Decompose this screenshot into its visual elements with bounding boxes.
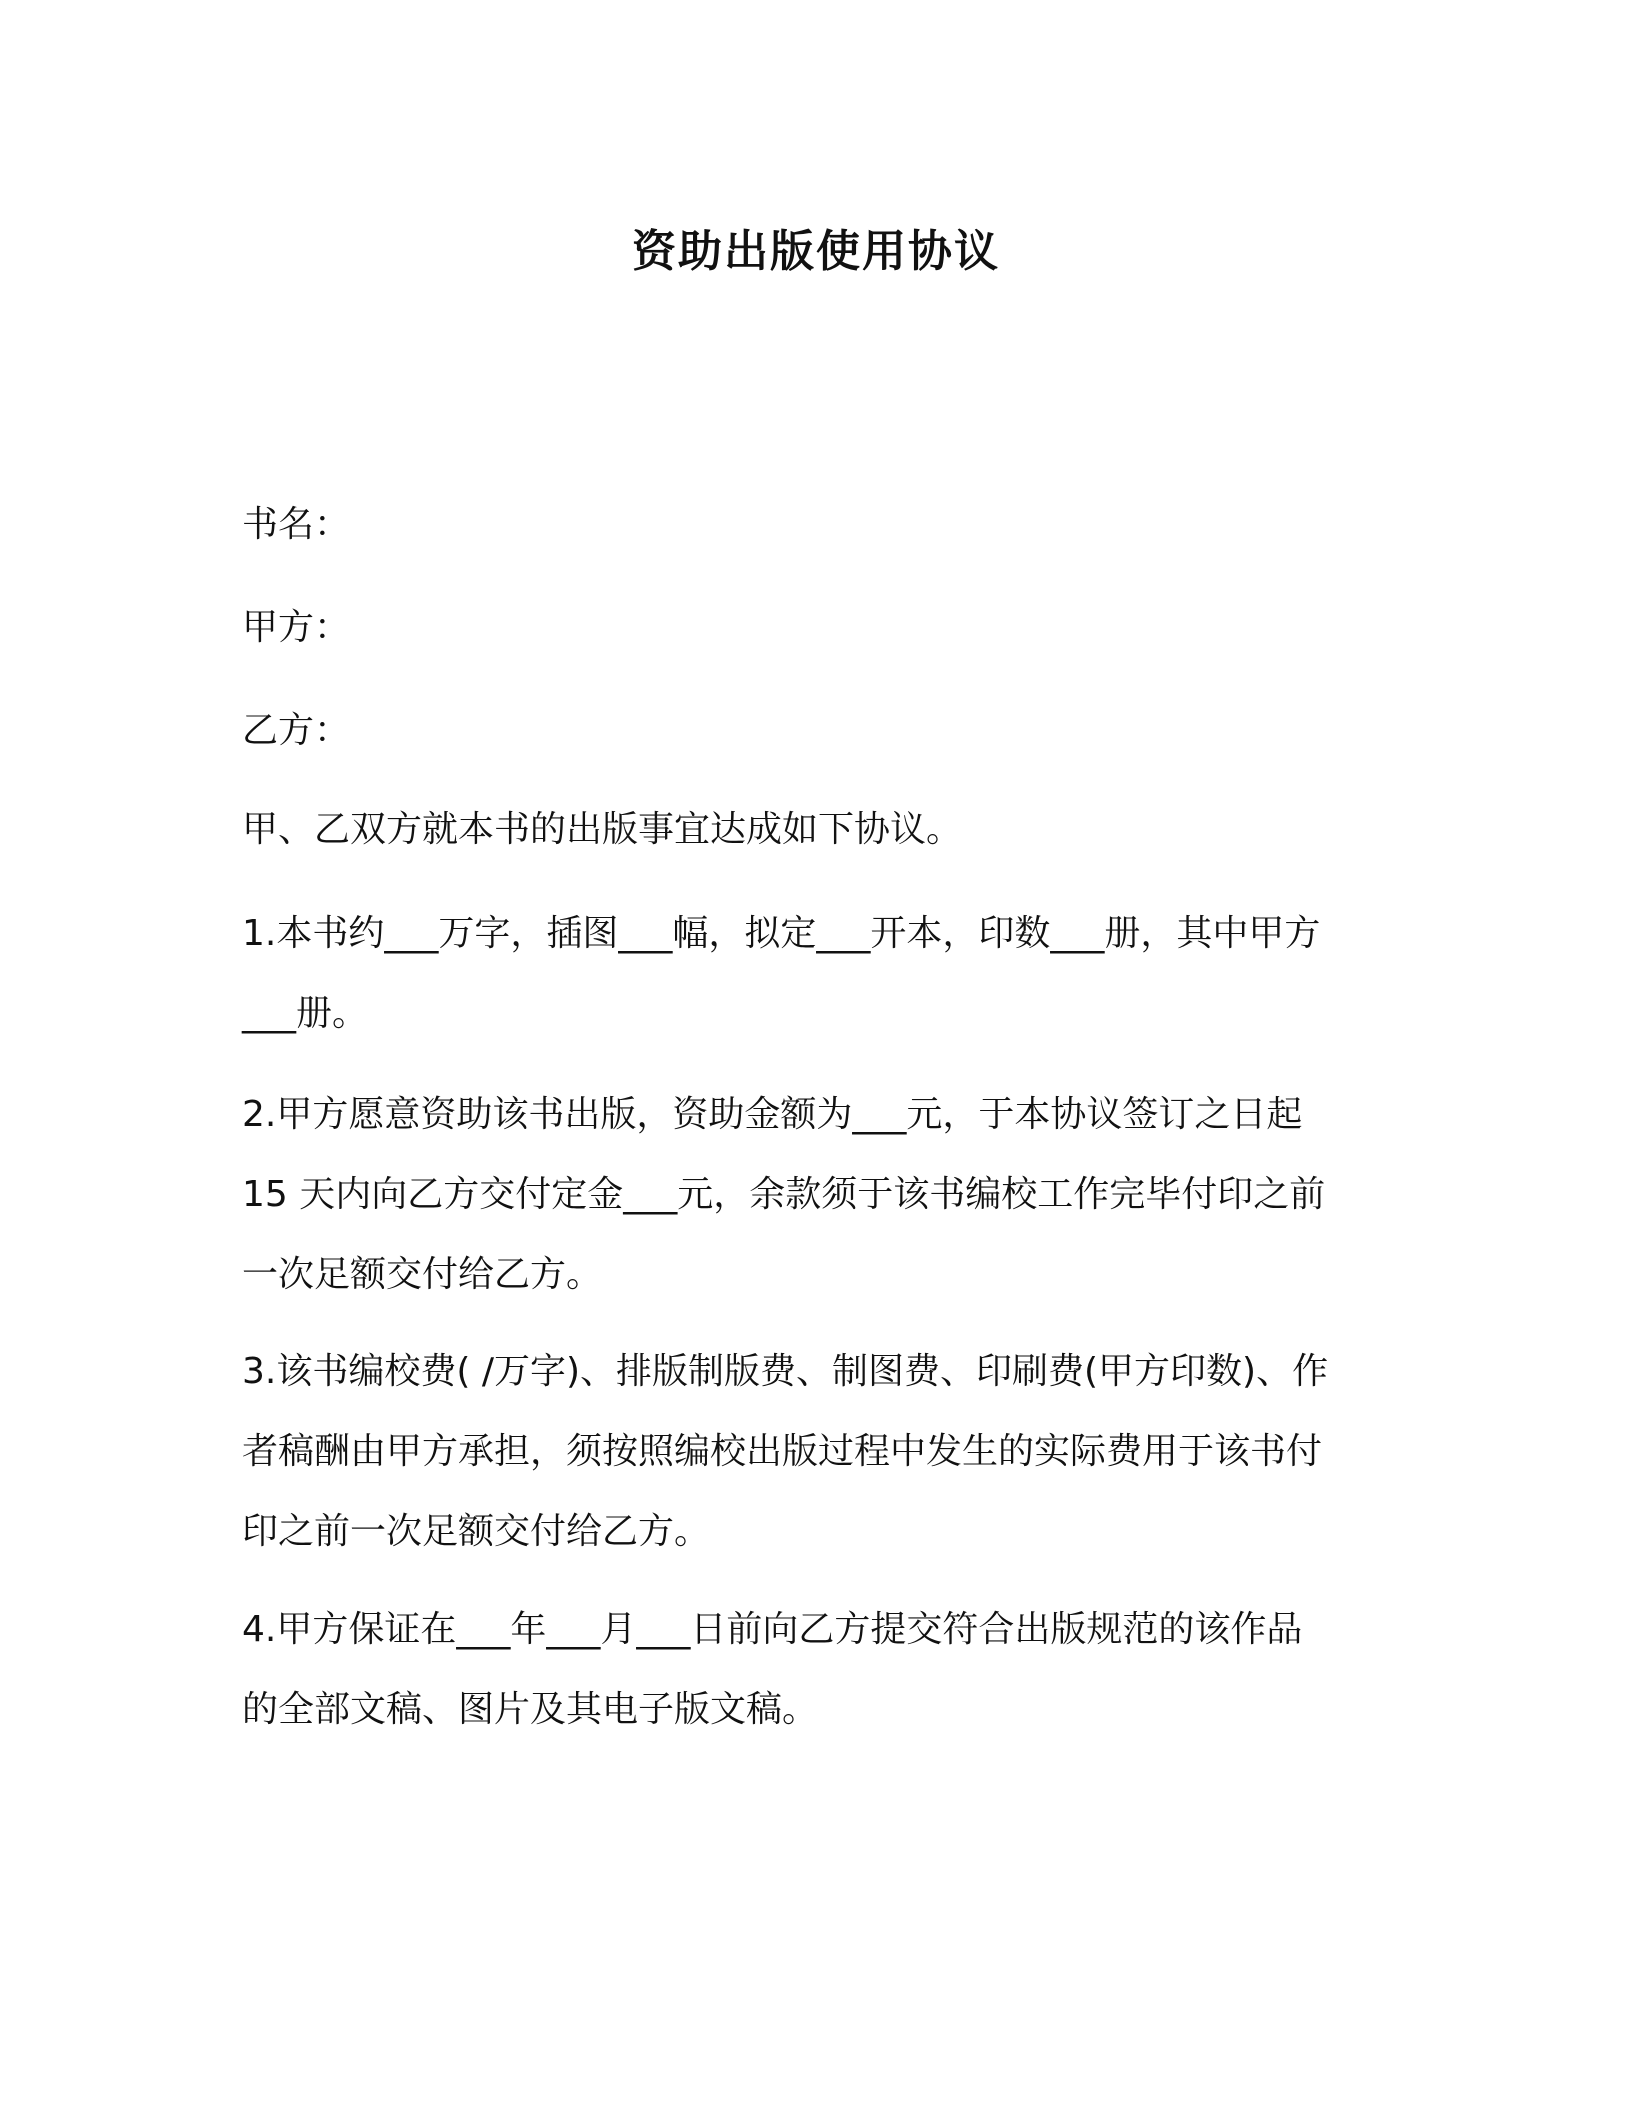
clause-4-line-1: 4.甲方保证在___年___月___日前向乙方提交符合出版规范的该作品 [242,1609,1303,1650]
clause-3-line-2: 者稿酬由甲方承担，须按照编校出版过程中发生的实际费用于该书付 [242,1431,1323,1472]
clause-2-line-3: 一次足额交付给乙方。 [242,1254,603,1295]
clause-2-line-2: 15 天内向乙方交付定金___元，余款须于该书编校工作完毕付印之前 [242,1174,1326,1215]
clause-1 [242,894,1402,1054]
intro-line: 甲、乙双方就本书的出版事宜达成如下协议。 [242,809,963,850]
clause-4-line-2: 的全部文稿、图片及其电子版文稿。 [242,1689,819,1730]
clause-3 [242,1332,1402,1572]
party-b-field: 乙方： [242,710,351,751]
party-a-field: 甲方： [242,607,351,648]
clause-1-line-2: ___册。 [242,993,369,1034]
clause-3-line-1: 3.该书编校费( /万字)、排版制版费、制图费、印刷费(甲方印数)、作 [242,1351,1329,1392]
book-name-field: 书名： [242,504,351,545]
intro-paragraph [242,790,1402,870]
clause-2 [242,1075,1402,1315]
clause-3-line-3: 印之前一次足额交付给乙方。 [242,1511,711,1552]
document-title: 资助出版使用协议 [632,226,1000,277]
clause-1-line-1: 1.本书约___万字，插图___幅，拟定___开本，印数___册，其中甲方 [242,913,1321,954]
clause-4 [242,1590,1402,1750]
clause-2-line-1: 2.甲方愿意资助该书出版，资助金额为___元，于本协议签订之日起 [242,1094,1303,1135]
